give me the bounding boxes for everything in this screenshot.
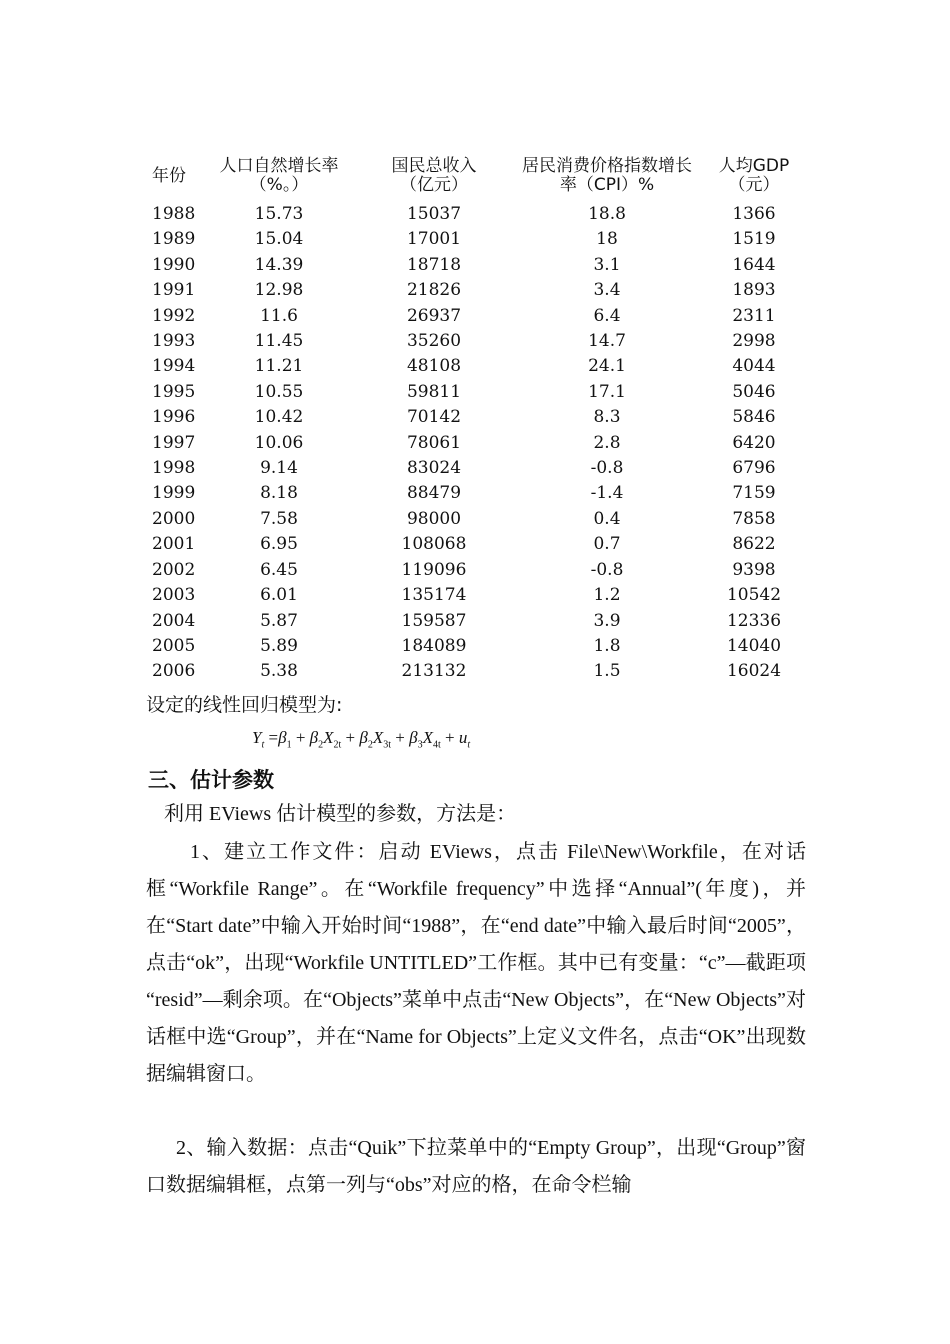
cell-gdp-per-capita: 8622 [732,534,776,555]
cell-gni: 78061 [406,432,462,453]
cell-gdp-per-capita: 7858 [732,508,776,529]
table-row [138,558,808,583]
table-row [138,583,808,608]
cell-gdp-per-capita: 1366 [732,204,776,224]
table-row [138,532,808,557]
cell-gni: 184089 [401,635,467,656]
table-header-row [138,150,808,202]
cell-population-growth: 10.42 [254,407,304,428]
header-cpi-growth: 居民消费价格指数增长 率（CPI）% [522,156,692,195]
cell-year: 2000 [152,508,196,529]
header-year: 年份 [152,165,186,186]
cell-cpi: 6.4 [593,305,621,326]
cell-year: 1996 [152,407,196,428]
cell-population-growth: 5.89 [260,635,298,656]
cell-gni: 70142 [406,407,462,428]
cell-gdp-per-capita: 6796 [732,458,776,479]
cell-cpi: 0.7 [593,534,621,555]
cell-year: 1992 [152,305,196,326]
cell-gni: 83024 [406,458,462,479]
cell-population-growth: 10.06 [254,432,304,453]
cell-population-growth: 12.98 [254,280,304,301]
cell-cpi: 3.4 [593,280,621,301]
paragraph-step2: 2、输入数据：点击“Quik”下拉菜单中的“Empty Group”，出现“Group”窗口数据编辑框，点第一列与“obs”对应的格，在命令栏输 [146,1137,806,1196]
table-row [138,481,808,506]
cell-population-growth: 10.55 [254,381,304,402]
cell-gdp-per-capita: 5046 [732,381,776,402]
cell-population-growth: 6.45 [260,559,298,580]
cell-population-growth: 11.45 [254,331,304,352]
cell-gni: 98000 [406,508,462,529]
cell-year: 1990 [152,254,196,275]
cell-cpi: 18 [596,229,618,250]
cell-cpi: 3.9 [593,610,621,631]
cell-year: 1998 [152,458,196,479]
cell-gni: 59811 [406,381,462,402]
regression-formula: $Y_t =\beta_1 + \beta_2X_{2t} + \beta_2X_{3t} + \beta_3X_{4t} + u_t$ [252,728,471,751]
cell-gdp-per-capita: 2311 [732,305,776,326]
table-row [138,634,808,659]
cell-gdp-per-capita: 7159 [732,483,776,504]
table-row [138,354,808,379]
cell-year: 1988 [152,204,196,224]
cell-cpi: 24.1 [588,356,626,377]
cell-cpi: 3.1 [593,254,621,275]
cell-year: 1995 [152,381,196,402]
paragraph-step1: 1、建立工作文件：启动 EViews，点击 File\New\Workfile，在对话框“Workfile Range”。在“Workfile frequency”中选择“Annual”(年度)，并在“Start date”中输入开始时间“1988”，在“end date”中输入最后时间“2005”，点击“ok”，出现“Workfile UNTITLED”工作框。其中已有变量：“c”—截距项 “resid”—剩余项。在“Objects”菜单中点击“New Objects”，在“New Objects”对话框中选“Group”，并在“Name for Objects”上定义文件名，点击“OK”出现数据编辑窗口。 [146,841,806,1085]
cell-population-growth: 7.58 [260,508,298,529]
cell-gni: 15037 [406,204,462,224]
cell-cpi: -0.8 [590,559,624,580]
cell-gdp-per-capita: 2998 [732,331,776,352]
model-label: 设定的线性回归模型为: [146,694,343,716]
cell-year: 2002 [152,559,196,580]
cell-gdp-per-capita: 12336 [726,610,782,631]
table-row [138,227,808,252]
table-row [138,431,808,456]
cell-cpi: 0.4 [593,508,621,529]
table-row [138,609,808,634]
cell-cpi: 1.2 [593,585,621,606]
header-gross-national-income: 国民总收入 （亿元） [391,156,477,195]
cell-population-growth: 6.01 [260,585,298,606]
cell-gni: 26937 [406,305,462,326]
cell-gdp-per-capita: 4044 [732,356,776,377]
cell-cpi: 14.7 [588,331,626,352]
data-table [138,150,808,685]
cell-gdp-per-capita: 10542 [726,585,782,606]
table-row [138,202,808,227]
table-row [138,380,808,405]
cell-cpi: 1.8 [593,635,621,656]
table-row [138,456,808,481]
cell-cpi: -1.4 [590,483,624,504]
cell-population-growth: 14.39 [254,254,304,275]
cell-gni: 88479 [406,483,462,504]
cell-gni: 213132 [401,661,467,682]
table-row [138,278,808,303]
table-body [138,202,808,685]
cell-gdp-per-capita: 1893 [732,280,776,301]
cell-year: 2001 [152,534,196,555]
table-row [138,304,808,329]
cell-population-growth: 15.73 [254,204,304,224]
cell-cpi: -0.8 [590,458,624,479]
cell-population-growth: 6.95 [260,534,298,555]
cell-gdp-per-capita: 1644 [732,254,776,275]
cell-gdp-per-capita: 16024 [726,661,782,682]
header-gdp-per-capita: 人均GDP （元） [718,156,790,195]
table-row [138,253,808,278]
cell-cpi: 18.8 [588,204,626,224]
cell-gni: 21826 [406,280,462,301]
cell-gni: 18718 [406,254,462,275]
cell-cpi: 17.1 [588,381,626,402]
paragraph-intro: 利用 EViews 估计模型的参数，方法是： [164,803,517,825]
cell-gni: 119096 [401,559,467,580]
cell-gni: 48108 [406,356,462,377]
table-row [138,329,808,354]
cell-population-growth: 8.18 [260,483,298,504]
section-heading: 三、估计参数 [148,768,274,792]
cell-gdp-per-capita: 9398 [732,559,776,580]
cell-year: 2003 [152,585,196,606]
cell-population-growth: 5.87 [260,610,298,631]
cell-year: 1989 [152,229,196,250]
cell-gni: 108068 [401,534,467,555]
cell-cpi: 1.5 [593,661,621,682]
cell-year: 2006 [152,661,196,682]
cell-population-growth: 11.6 [260,305,298,326]
cell-year: 1991 [152,280,196,301]
cell-gni: 17001 [406,229,462,250]
header-population-growth: 人口自然增长率 （%。） [219,156,339,195]
cell-year: 1997 [152,432,196,453]
cell-year: 1994 [152,356,196,377]
cell-population-growth: 15.04 [254,229,304,250]
cell-gdp-per-capita: 14040 [726,635,782,656]
cell-year: 1999 [152,483,196,504]
cell-year: 2004 [152,610,196,631]
cell-gni: 135174 [401,585,467,606]
table-row [138,659,808,684]
cell-population-growth: 11.21 [254,356,304,377]
cell-gdp-per-capita: 1519 [732,229,776,250]
cell-gdp-per-capita: 6420 [732,432,776,453]
table-row [138,507,808,532]
cell-gni: 159587 [401,610,467,631]
cell-gdp-per-capita: 5846 [732,407,776,428]
cell-population-growth: 9.14 [260,458,298,479]
cell-gni: 35260 [406,331,462,352]
cell-year: 1993 [152,331,196,352]
cell-year: 2005 [152,635,196,656]
table-row [138,405,808,430]
cell-population-growth: 5.38 [260,661,298,682]
cell-cpi: 8.3 [593,407,621,428]
cell-cpi: 2.8 [593,432,621,453]
